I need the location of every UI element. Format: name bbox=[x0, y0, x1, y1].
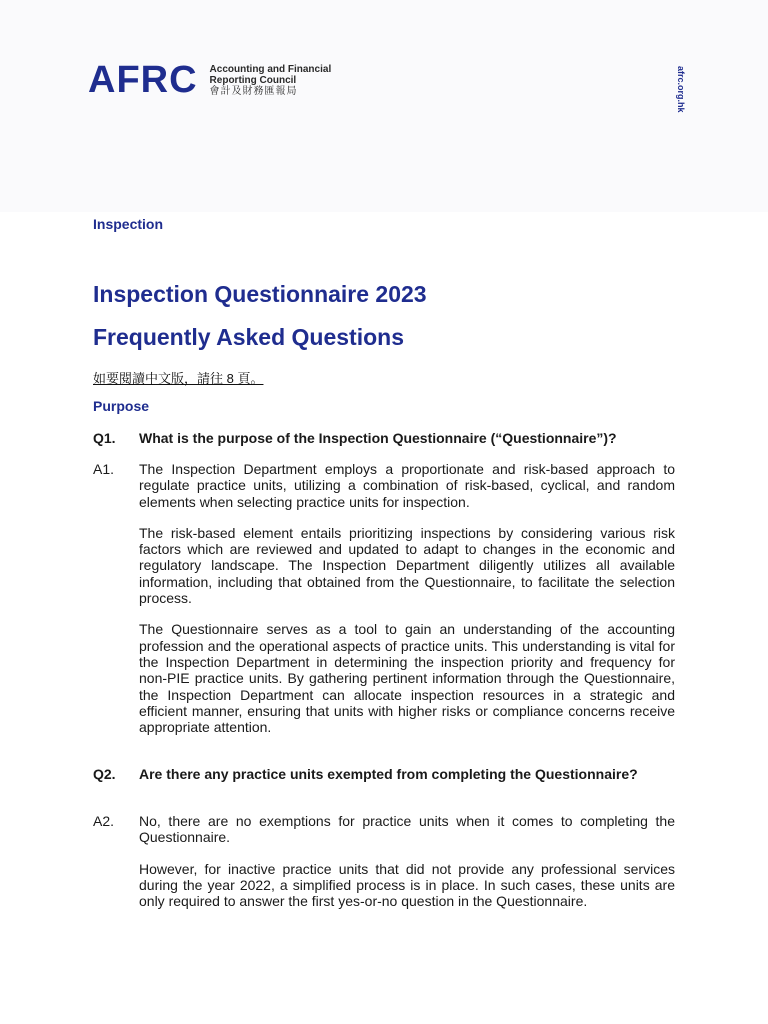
answer-number: A1. bbox=[93, 461, 115, 477]
question-number: Q1. bbox=[93, 430, 116, 446]
header-band bbox=[0, 0, 768, 212]
chinese-version-link[interactable]: 如要閱讀中文版，請往 8 頁。 bbox=[93, 371, 264, 386]
question-text: What is the purpose of the Inspection Questionnaire (“Questionnaire”)? bbox=[139, 430, 617, 446]
question-2 bbox=[93, 766, 675, 782]
logo-line1: Accounting and Financial bbox=[209, 63, 332, 75]
afrc-logo bbox=[88, 59, 332, 101]
answer-paragraph: No, there are no exemptions for practice units when it comes to completing the Questionnaire. bbox=[139, 813, 675, 846]
title-line2: Frequently Asked Questions bbox=[93, 324, 404, 350]
question-1 bbox=[93, 430, 675, 446]
answer-body bbox=[139, 461, 675, 735]
answer-body bbox=[139, 813, 675, 909]
section-tag: Inspection bbox=[93, 216, 164, 232]
answer-paragraph: The Inspection Department employs a proportionate and risk-based approach to regulate practice units, utilizing a combination of risk-based, cyclical, and random elements when selecting practice units for inspection. bbox=[139, 461, 675, 510]
answer-1 bbox=[93, 461, 675, 735]
logo-line2: Reporting Council bbox=[209, 74, 297, 86]
logo-mark: AFRC bbox=[88, 59, 198, 101]
answer-paragraph: However, for inactive practice units that did not provide any professional services during the year 2022, a simplified process is in place. In such cases, these units are only required to answer the first yes-or-no question in the Questionnaire. bbox=[139, 860, 675, 910]
question-number: Q2. bbox=[93, 766, 116, 782]
site-url[interactable]: afrc.org.hk bbox=[676, 66, 686, 113]
answer-number: A2. bbox=[93, 813, 115, 829]
answer-2 bbox=[93, 813, 675, 909]
question-text: Are there any practice units exempted from completing the Questionnaire? bbox=[139, 766, 638, 782]
answer-paragraph: The risk-based element entails prioritizing inspections by considering various risk factors which are reviewed and updated to adapt to changes in the economic and regulatory landscape. The Inspection Department diligently utilizes all available information, including that obtained from the Questionnaire, to facilitate the selection process. bbox=[139, 524, 675, 607]
title-line1: Inspection Questionnaire 2023 bbox=[93, 281, 427, 307]
purpose-heading: Purpose bbox=[93, 398, 150, 414]
logo-text bbox=[210, 64, 332, 97]
logo-zh: 會計及財務匯報局 bbox=[209, 85, 298, 97]
answer-paragraph: The Questionnaire serves as a tool to gain an understanding of the accounting profession and the operational aspects of practice units. This understanding is vital for the Inspection Department in determining the inspection priority and frequency for non-PIE practice units. By gathering pertinent information through the Questionnaire, the Inspection Department can allocate inspection resources in a strategic and efficient manner, ensuring that units with higher risks or compliance concerns receive appropriate attention. bbox=[139, 621, 675, 736]
